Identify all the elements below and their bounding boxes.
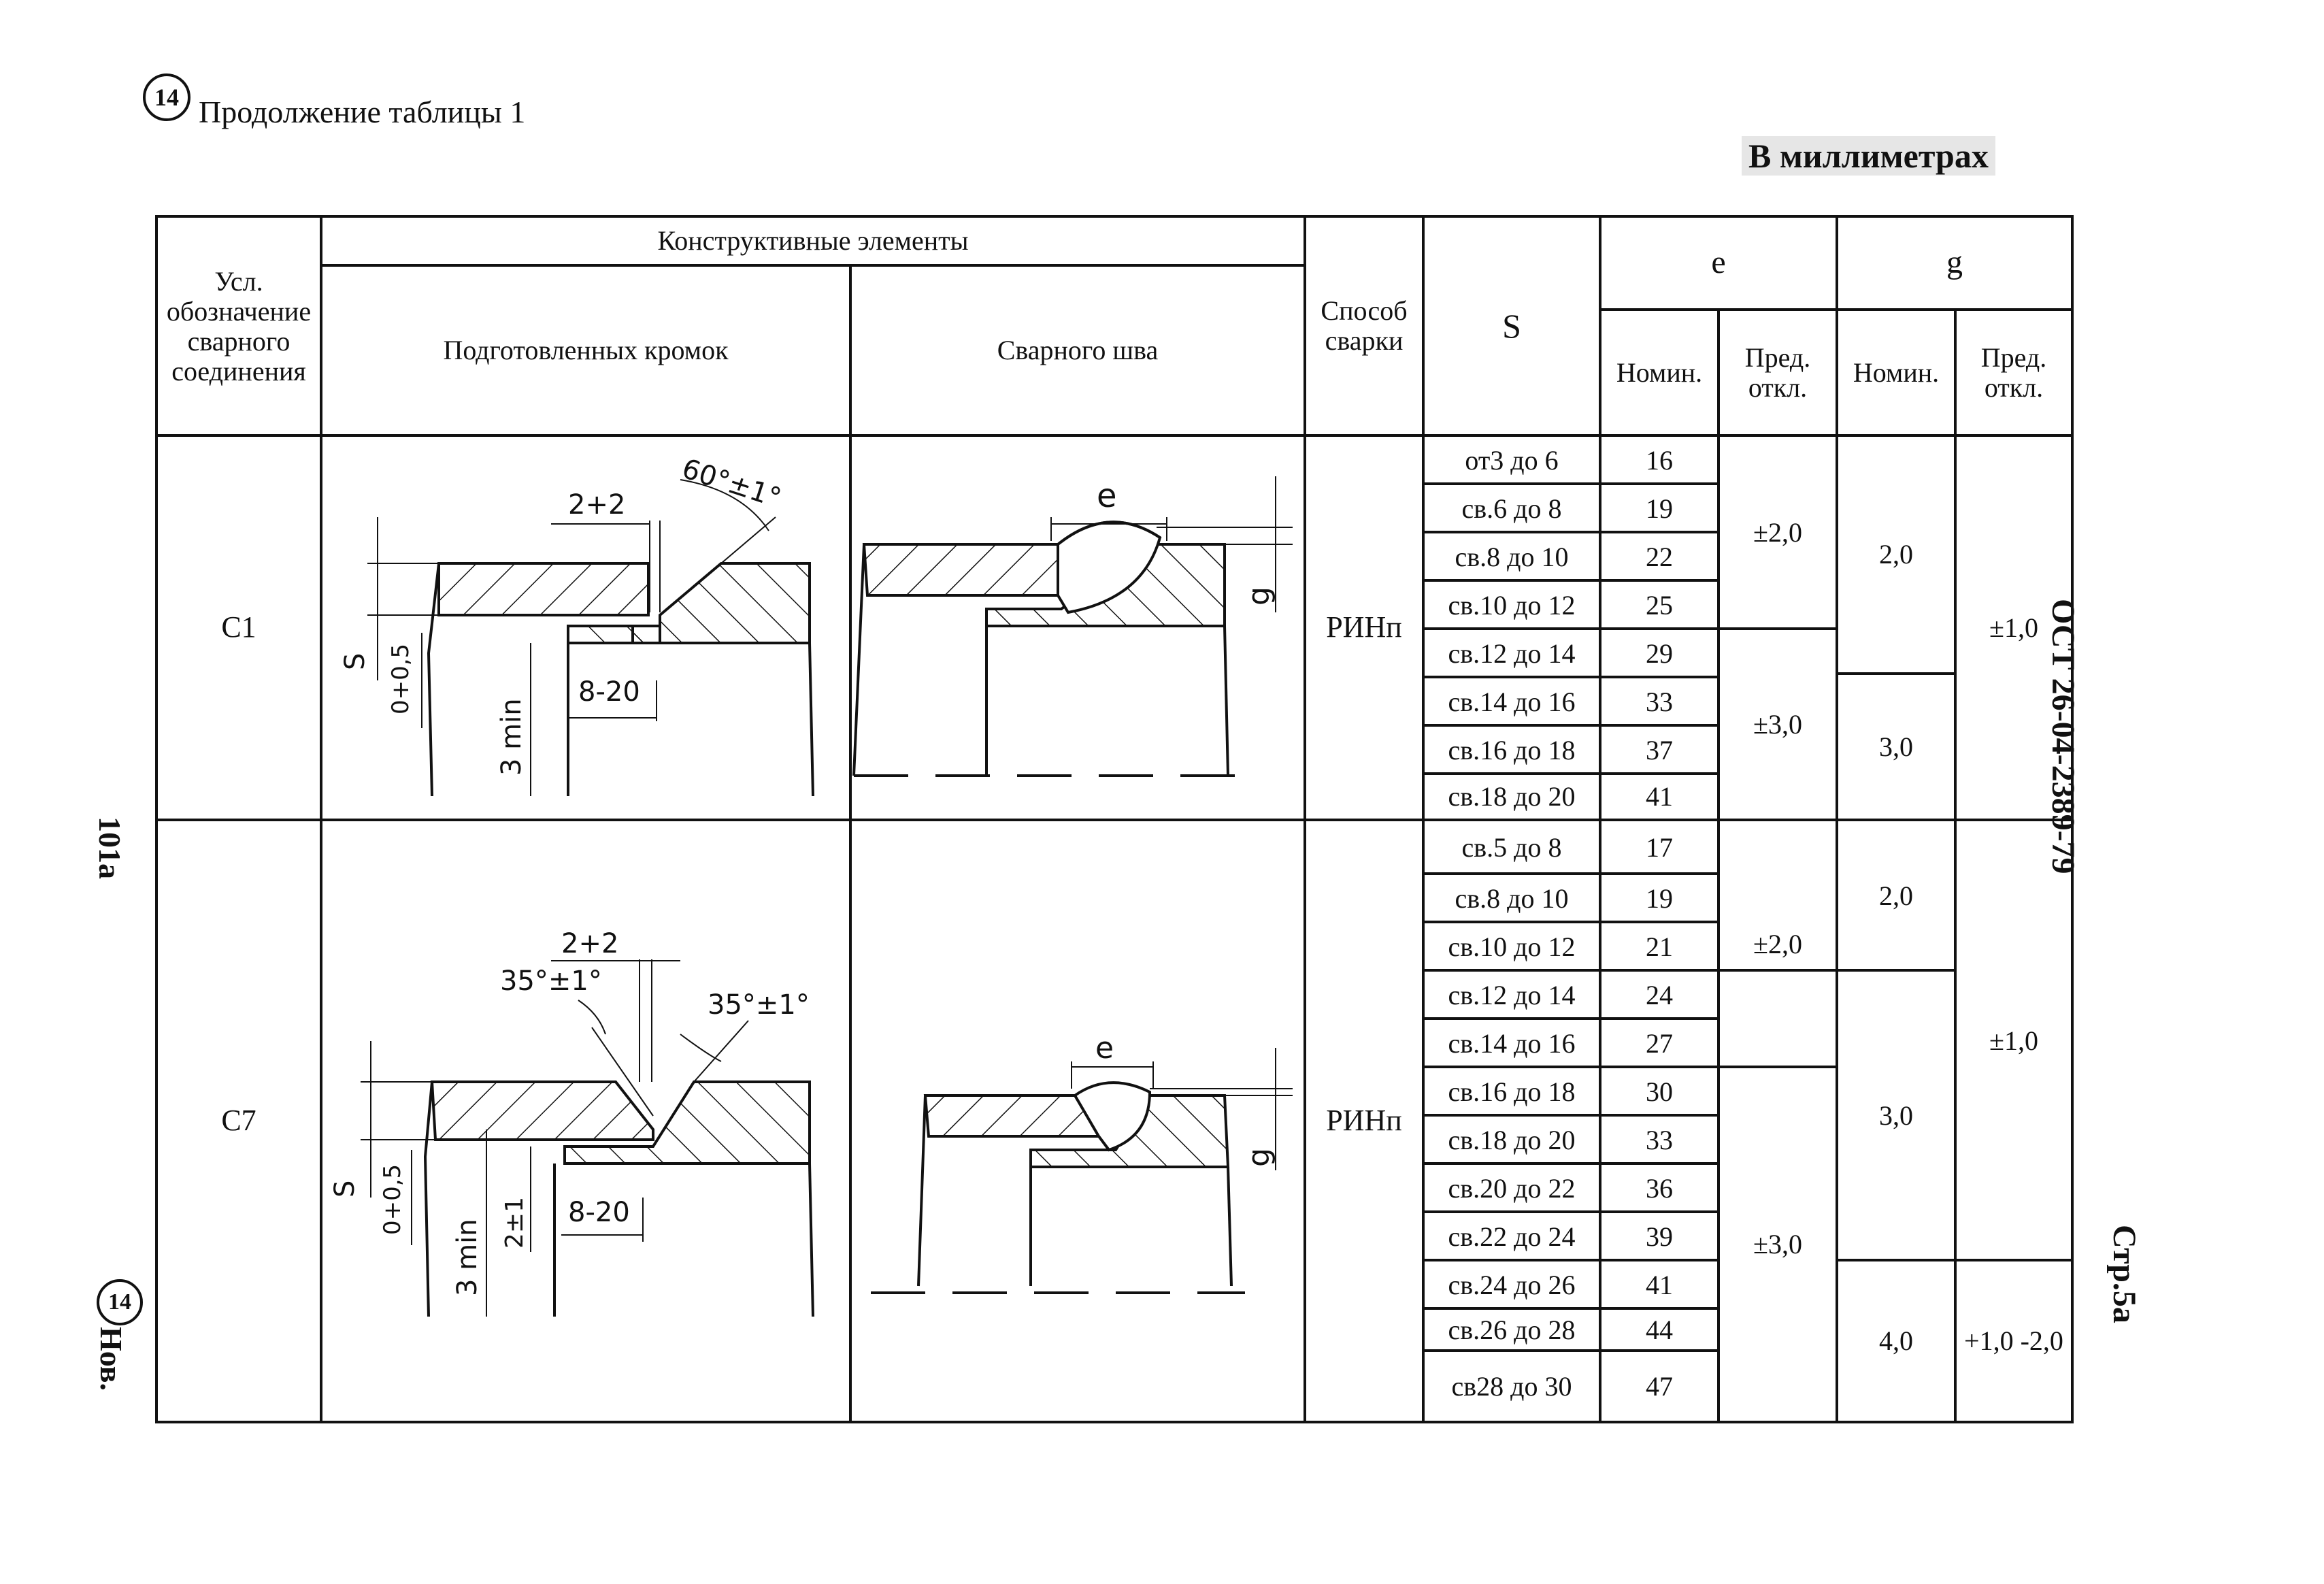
e-tolerance-cell: ±2,0 [1753,928,1802,959]
c1-e-label: e [1097,477,1117,515]
c7-gap-label: 2+2 [561,928,619,959]
c7-edges-drawing [329,928,813,1317]
c1-overlap-label: 8-20 [578,676,640,708]
c7-overlap-label: 8-20 [568,1197,630,1228]
s-cell: св28 до 30 [1451,1370,1572,1402]
e-nominal-cell: 22 [1646,541,1673,572]
method-c7: РИНп [1326,1104,1402,1138]
c7-min-label: 3 min [452,1219,483,1296]
c7-dev-label: 0+0,5 [379,1164,406,1235]
header-g-nominal: Номин. [1853,357,1940,388]
header-g-tolerance: Пред. откл. [1980,342,2047,403]
c7-s-label: S [329,1180,361,1198]
e-nominal-cell: 24 [1646,979,1673,1010]
method-c1: РИНп [1326,610,1402,644]
e-nominal-cell: 44 [1646,1315,1673,1345]
s-cell: св.8 до 10 [1455,882,1569,914]
header-e: e [1711,244,1726,281]
header-s: S [1502,306,1521,345]
designation-c7: С7 [221,1104,256,1138]
s-cell: св.12 до 14 [1448,638,1576,669]
side-page-number: Стр.5а [2106,1225,2142,1323]
e-nominal-cell: 30 [1646,1076,1673,1107]
e-nominal-cell: 27 [1646,1027,1673,1059]
s-cell: св.6 до 8 [1461,493,1562,524]
c1-min-label: 3 min [496,698,527,776]
e-nominal-cell: 33 [1646,686,1673,717]
g-nominal-cell: 2,0 [1879,880,1913,911]
c7-g-label: g [1242,1148,1276,1167]
units-note: В миллиметрах [1742,136,1995,176]
e-nominal-cell: 36 [1646,1172,1673,1204]
header-seam: Сварного шва [997,335,1159,365]
c1-g-label: g [1242,587,1276,606]
designation-c1: С1 [221,610,256,644]
e-nominal-cell: 41 [1646,1269,1673,1300]
g-nominal-cell: 4,0 [1879,1325,1913,1356]
e-nominal-cell: 19 [1646,882,1673,914]
s-cell: св.22 до 24 [1448,1221,1576,1252]
e-nominal-cell: 33 [1646,1124,1673,1155]
c1-s-label: S [339,653,371,670]
side-left-mark: Нов. [94,1327,129,1391]
e-nominal-cell: 17 [1646,831,1673,863]
c7-root-label: 2±1 [501,1197,529,1249]
c7-seam-drawing [871,1031,1293,1293]
header-method: Способ сварки [1321,295,1408,356]
c1-edges-drawing [339,453,813,796]
e-nominal-cell: 37 [1646,734,1673,765]
e-nominal-cell: 19 [1646,493,1673,524]
s-cell: св.14 до 16 [1448,686,1576,717]
header-designation: Усл. обозначение сварного соединения [166,266,312,386]
s-cell: св.10 до 12 [1448,589,1576,621]
side-left-number: 101а [93,816,127,879]
header-e-tolerance: Пред. откл. [1744,342,1811,403]
s-cell: св.24 до 26 [1448,1269,1576,1300]
c1-dev-label: 0+0,5 [387,643,414,714]
header-e-nominal: Номин. [1616,357,1703,388]
e-tolerance-cell: ±3,0 [1753,1229,1802,1259]
s-cell: св.16 до 18 [1448,1076,1576,1107]
c7-angle-left-label: 35°±1° [500,966,602,997]
e-tolerance-cell: ±2,0 [1753,517,1802,548]
s-cell: св.14 до 16 [1448,1027,1576,1059]
g-nominal-cell: 3,0 [1879,1100,1913,1131]
g-nominal-cell: 3,0 [1879,731,1913,762]
s-cell: св.5 до 8 [1461,831,1562,863]
e-tolerance-cell: ±3,0 [1753,708,1802,740]
header-g: g [1946,244,1963,281]
header-edges: Подготовленных кромок [443,335,729,365]
c7-angle-right-label: 35°±1° [708,989,810,1021]
s-cell: св.18 до 20 [1448,1124,1576,1155]
revision-circle-top: 14 [143,73,190,121]
side-doc-code: ОСТ 26-04-2389-79 [2045,599,2081,874]
e-nominal-cell: 16 [1646,444,1673,476]
s-cell: св.8 до 10 [1455,541,1569,572]
e-nominal-cell: 41 [1646,781,1673,812]
g-nominal-cell: 2,0 [1879,539,1913,570]
c7-e-label: e [1095,1031,1114,1066]
s-cell: от3 до 6 [1465,444,1559,476]
e-nominal-cell: 47 [1646,1370,1673,1402]
e-nominal-cell: 39 [1646,1221,1673,1252]
c1-seam-drawing [854,476,1293,776]
g-tolerance-cell: ±1,0 [1989,1025,2038,1056]
s-cell: св.10 до 12 [1448,931,1576,962]
g-tolerance-cell: ±1,0 [1989,612,2038,643]
page-title: Продолжение таблицы 1 [199,95,526,129]
header-constructive: Конструктивные элементы [657,225,969,256]
c1-gap-label: 2+2 [568,489,626,521]
s-cell: св.16 до 18 [1448,734,1576,765]
e-nominal-cell: 21 [1646,931,1673,962]
c1-angle-label: 60°±1° [678,452,785,514]
e-nominal-cell: 25 [1646,589,1673,621]
s-cell: св.12 до 14 [1448,979,1576,1010]
g-tolerance-cell: +1,0 -2,0 [1964,1325,2063,1356]
s-cell: св.26 до 28 [1448,1315,1576,1345]
e-nominal-cell: 29 [1646,638,1673,669]
s-cell: св.18 до 20 [1448,781,1576,812]
s-cell: св.20 до 22 [1448,1172,1576,1204]
revision-circle-bottom: 14 [97,1279,143,1325]
